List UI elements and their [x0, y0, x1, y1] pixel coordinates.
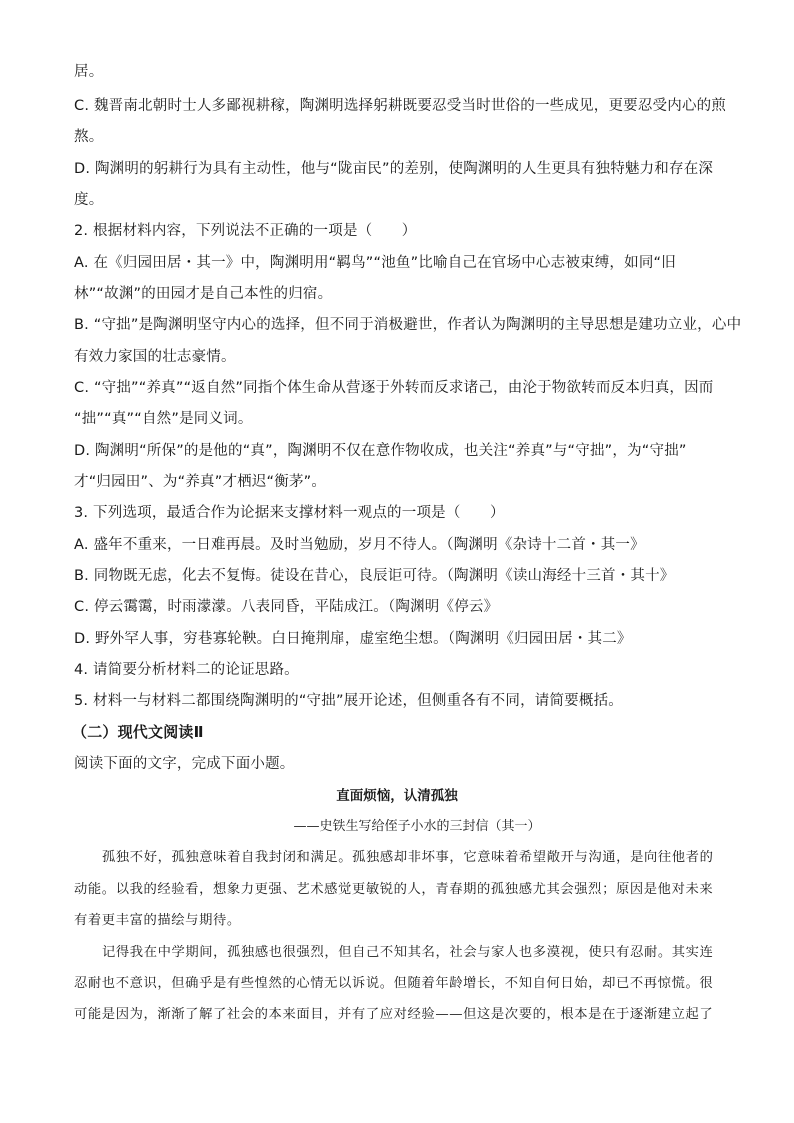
- essay-paragraph-line: 记得我在中学期间，孤独感也很强烈，但自己不知其名，社会与家人也多漠视，使只有忍耐。其实连: [102, 945, 714, 960]
- option-a-line: A. 盛年不重来，一日难再晨。及时当勉励，岁月不待人。（陶渊明《杂诗十二首・其一》: [74, 537, 645, 553]
- reading-instruction: 阅读下面的文字，完成下面小题。: [74, 756, 295, 772]
- option-a-line: A. 在《归园田居・其一》中，陶渊明用“羁鸟”“池鱼”比喻自己在官场中心志被束缚，如同“旧: [74, 255, 676, 271]
- text-line: 熬。: [74, 129, 104, 145]
- essay-paragraph-line: 可能是因为，渐渐了解了社会的本来面目，并有了应对经验——但这是次要的，根本是在于逐渐建立起了: [74, 1007, 714, 1022]
- question-3: 3. 下列选项，最适合作为论据来支撑材料一观点的一项是（ ）: [74, 505, 505, 521]
- question-5: 5. 材料一与材料二都围绕陶渊明的“守拙”展开论述，但侧重各有不同，请简要概括。: [74, 693, 623, 709]
- option-b-line: B. 同物既无虑，化去不复悔。徒设在昔心，良辰讵可待。（陶渊明《读山海经十三首・其十》: [74, 568, 675, 584]
- text-line: 度。: [74, 192, 104, 208]
- option-c-line: C. “守拙”“养真”“返自然”同指个体生命从营逐于外转而反求诸己，由沦于物欲转而反本归真，因而: [74, 380, 714, 396]
- text-line: 有效力家国的壮志豪情。: [74, 349, 236, 365]
- text-line: “拙”“真”“自然”是同义词。: [74, 411, 253, 427]
- essay-paragraph-line: 有着更丰富的描绘与期待。: [74, 913, 241, 928]
- essay-paragraph-line: 孤独不好，孤独意味着自我封闭和满足。孤独感却非坏事，它意味着希望敞开与沟通，是向往他者的: [102, 850, 714, 865]
- option-d-line: D. 陶渊明的躬耕行为具有主动性，他与“陇亩民”的差别，使陶渊明的人生更具有独特魅力和存在深: [74, 161, 714, 177]
- option-b-line: B. “守拙”是陶渊明坚守内心的选择，但不同于消极避世，作者认为陶渊明的主导思想是建功立业，心中: [74, 317, 742, 333]
- option-c-line: C. 魏晋南北朝时士人多鄙视耕稼，陶渊明选择躬耕既要忍受当时世俗的一些成见，更要忍受内心的煎: [74, 98, 727, 114]
- section-heading: （二）现代文阅读Ⅱ: [72, 723, 204, 741]
- question-4: 4. 请简要分析材料二的论证思路。: [74, 662, 299, 678]
- option-d-line: D. 野外罕人事，穷巷寡轮鞅。白日掩荆扉，虚室绝尘想。（陶渊明《归园田居・其二》: [74, 631, 632, 647]
- question-2: 2. 根据材料内容，下列说法不正确的一项是（ ）: [74, 223, 417, 239]
- essay-paragraph-line: 动能。以我的经验看，想象力更强、艺术感觉更敏锐的人，青春期的孤独感尤其会强烈；原因是他对未来: [74, 882, 714, 897]
- text-line: 林”“故渊”的田园才是自己本性的归宿。: [74, 286, 333, 302]
- essay-paragraph-line: 忍耐也不意识，但确乎是有些惶然的心情无以诉说。但随着年龄增长，不知自何日始，却已不再惊慌。很: [74, 976, 714, 991]
- text-line: 居。: [74, 64, 104, 80]
- essay-title: 直面烦恼，认清孤独: [336, 788, 458, 804]
- option-c-line: C. 停云霭霭，时雨濛濛。八表同昏，平陆成江。（陶渊明《停云》: [74, 599, 499, 615]
- text-line: 才“归园田”、为“养真”才栖迟“衡茅”。: [74, 474, 327, 490]
- option-d-line: D. 陶渊明“所保”的是他的“真”，陶渊明不仅在意作物收成，也关注“养真”与“守拙”，为“守拙”: [74, 443, 687, 459]
- essay-subtitle: ——史铁生写给侄子小水的三封信（其一）: [293, 819, 541, 834]
